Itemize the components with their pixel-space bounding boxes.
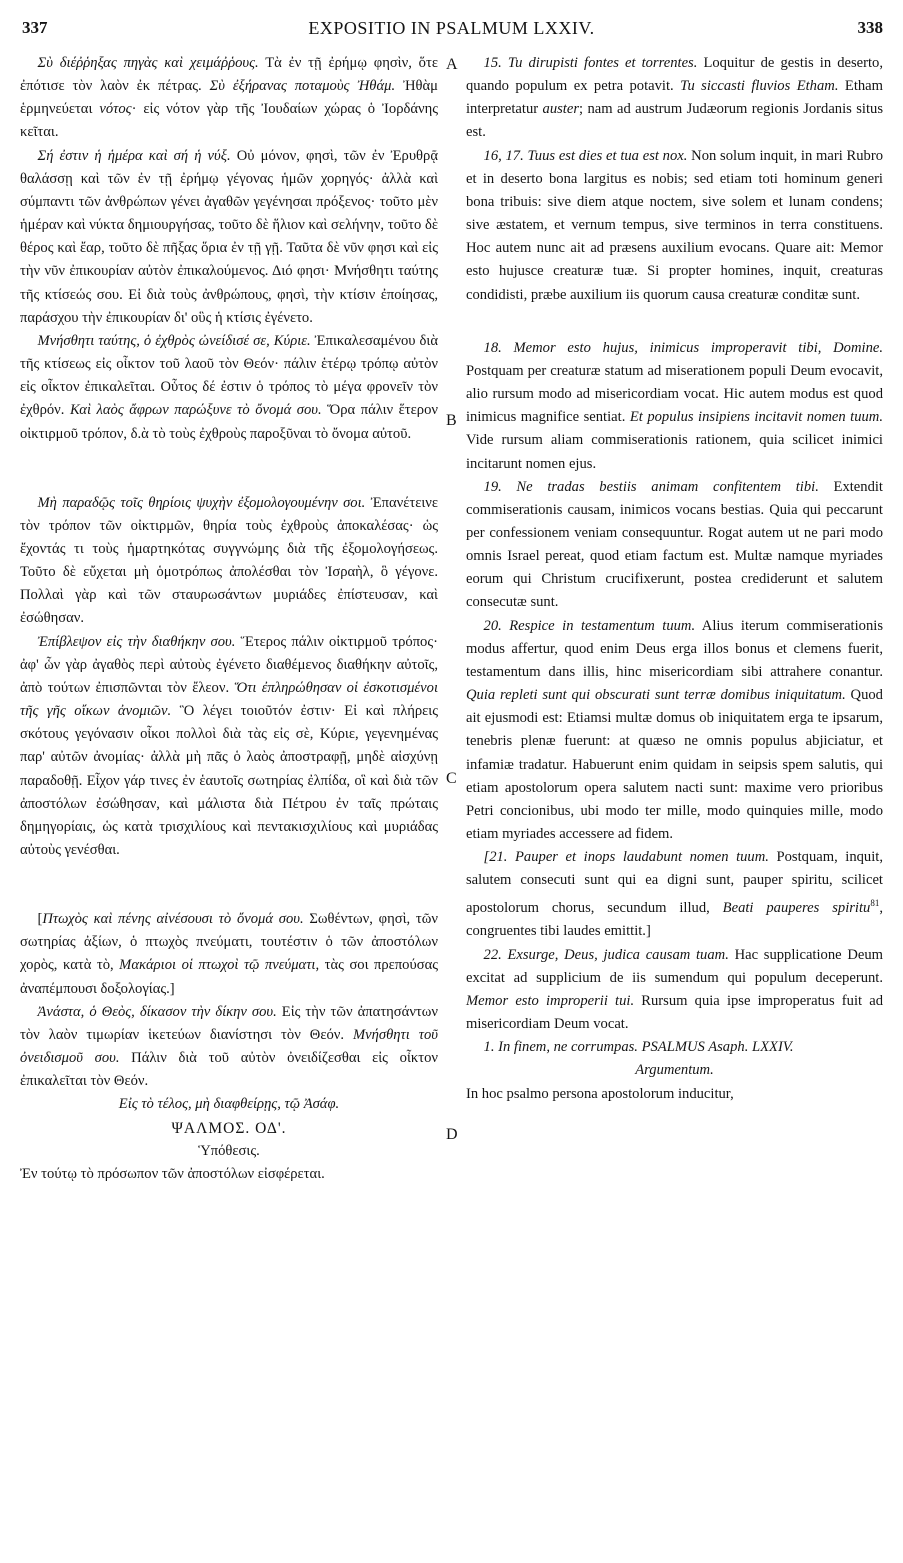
latin-lemma: 18. Memor esto hujus, inimicus improperavit tibi, Domine.	[483, 339, 883, 356]
latin-term: auster	[538, 101, 580, 118]
margin-letter-c: C	[446, 770, 457, 787]
greek-lemma: Ὅτι ἐπληρώθησαν οἱ ἐσκοτισμένοι τῆς γῆς οἴκων ἀνομιῶν.	[20, 679, 438, 720]
greek-lemma: Ἀνάστα, ὁ Θεὸς, δίκασον τὴν δίκην σου.	[37, 1003, 277, 1020]
greek-paragraph-4	[20, 492, 438, 631]
footnote-marker: 81	[870, 898, 880, 909]
greek-paragraph-2	[20, 145, 438, 330]
greek-lemma: Μακάριοι οἱ πτωχοὶ τῷ πνεύματι,	[113, 957, 320, 974]
latin-lemma: 22. Exsurge, Deus, judica causam tuam.	[483, 946, 729, 963]
greek-hypothesis: Ὑπόθεσις.	[198, 1142, 260, 1159]
greek-lemma: Καὶ λαὸς ἄφρων παρώξυνε τὸ ὄνομά σου.	[64, 402, 322, 419]
greek-text: Ἐπικαλεσαμένου διὰ τῆς κτίσεως εἰς οἶκτον τοῦ λαοῦ τὸν Θεόν· πάλιν ἑτέρῳ τρόπῳ αὐτὸν εἰς οἶκτον ἐπικαλεῖται. Οὗτος δέ ἐστιν ὁ τρόπος τὸ μέγα φρονεῖν τὸν ἐχθρόν.	[20, 332, 438, 419]
latin-last-line: In hoc psalmo persona apostolorum inducitur,	[466, 1085, 734, 1102]
latin-text: Extendit commiserationis causam, inimicos vocans bestias. Quia qui peccarunt per confessionem veniam consequuntur. Rogat autem ut ne pari modo omnis Israel pereat, quod etiam factum est. Multæ namque myriades eorum qui Christum crucifixerunt, postea crediderunt et salutem consecutæ sunt.	[466, 478, 883, 611]
greek-lemma: Μνήσθητι τοῦ ὀνειδισμοῦ σου.	[20, 1026, 438, 1067]
margin-letter-d: D	[446, 1126, 458, 1143]
greek-lemma: Σὺ ἐξήρανας ποταμοὺς Ἠθάμ.	[201, 78, 396, 95]
latin-lemma: Beati pauperes spiritu	[709, 900, 871, 917]
greek-lemma: Πτωχὸς καὶ πένης αἰνέσουσι τὸ ὄνομά σου.	[42, 911, 304, 928]
greek-paragraph-6	[20, 908, 438, 1001]
latin-argumentum: Argumentum.	[635, 1062, 714, 1079]
greek-term: νότος	[99, 101, 132, 118]
greek-text: Εἰς τὴν τῶν ἀπατησάντων τὸν λαὸν τιμωρίαν ἱκετεύων διανίστησι τὸν Θεόν.	[20, 1003, 438, 1043]
greek-lemma: Σή ἐστιν ἡ ἡμέρα καὶ σή ἡ νύξ.	[37, 147, 231, 164]
greek-lemma: Σὺ διέῤῥηξας πηγὰς καὶ χειμάῤῥους.	[37, 55, 259, 71]
latin-lemma: 19. Ne tradas bestiis animam confitentem tibi.	[483, 478, 819, 495]
latin-lemma: 15. Tu dirupisti fontes et torrentes.	[483, 55, 698, 71]
latin-column	[466, 52, 883, 1106]
greek-text: Οὐ μόνον, φησὶ, τῶν ἐν Ἐρυθρᾷ θαλάσσῃ καὶ τῶν ἐν τῇ ἐρήμῳ γέγονας ἡμῶν χορηγός· ἀλλὰ καὶ σύμπαντι τῶν ἀνθρώπων γένει ἀγαθῶν γεγένησαι πρόξενος· τοῦτο μὲν ἡμέραν καὶ νύκτα δημιουργήσας, τοῦτο δὲ ἥλιον καὶ σελήνην, τοῦτο δὲ θέρος καὶ ἔαρ, τοῦτο δὲ πῆξας ὅρια ἐν τῇ γῇ. Ταῦτα δὲ νῦν φησι καὶ εἰς τὴν νῦν ἐπικουρίαν αὐτὸν ἐπικαλούμενος. Διό φησι· Μνήσθητι ταύτης τῆς κτίσεώς σου. Εἰ διὰ τοὺς ἀνθρώπους, φησὶ, τὴν κτίσιν ἐποίησας, παράσχου τὴν ἐπικουρίαν δι' οὓς ἡ κτίσις ἐγένετο.	[20, 147, 438, 326]
latin-paragraph-7	[466, 944, 883, 1037]
greek-last-line: Ἐν τούτῳ τὸ πρόσωπον τῶν ἀποστόλων εἰσφέρεται.	[20, 1165, 325, 1182]
latin-text: Hac supplicatione Deum excitat ad supplicium de iis sumendum qui populum deceperunt.	[466, 946, 883, 986]
latin-text: Alius iterum commiserationis modus affertur, quod enim Deus erga illos bonus et clemens fuerit, testamentum dans illis, hinc misericordiam sibi attrahere conantur.	[466, 617, 883, 680]
greek-text: Σωθέντων, φησὶ, τῶν σωτηρίας ἀξίων, ὁ πτωχὸς πνεύματι, τουτέστιν ὁ τῶν ἀποστόλων χορὸς, κατὰ τὸ,	[20, 911, 438, 974]
greek-paragraph-7	[20, 1001, 438, 1094]
greek-lemma: Ἐπίβλεψον εἰς τὴν διαθήκην σου.	[37, 633, 236, 650]
latin-paragraph-1	[466, 52, 883, 145]
greek-text: Τὰ ἐν τῇ ἐρήμῳ φησὶν, ὅτε ἐπότισε τὸν λαὸν ἐκ πέτρας.	[20, 55, 438, 95]
latin-paragraph-5	[466, 615, 883, 847]
latin-text: Vide rursum aliam commiserationis rationem, quia scilicet inimici incitarunt nomen ejus.	[466, 432, 883, 472]
latin-text: Quod ait ejusmodi est: Etiamsi multæ domus ob iniquitatem erga te ipsarum, tenebris plenæ fuerunt: at quæso ne omnis populus abjiciatur, et infamiæ tradatur. Habuerunt enim quidam in seipsis spem salutis, qui etiam apostolorum opera salutem nacti sunt: maxime vero prioribus Petri concionibus, ubi modo ter mille, modo quinquies mille, modo etiam myriades accessere ad fidem.	[466, 687, 883, 842]
latin-lemma: Et populus insipiens incitavit nomen tuum.	[625, 409, 883, 426]
greek-psalm-heading: ΨΑΛΜΟΣ. ΟΔ'.	[171, 1119, 287, 1137]
latin-text: ; nam ad austrum Judæorum regionis Jordanis situs est.	[466, 101, 883, 141]
page-header	[0, 0, 903, 40]
latin-text: Etham interpretatur	[466, 78, 883, 118]
greek-lemma: Μὴ παραδῷς τοῖς θηρίοις ψυχὴν ἐξομολογουμένην σοι.	[37, 494, 366, 511]
greek-text: Ἐπανέτεινε τὸν τρόπον τῶν οἰκτιρμῶν, θηρία τοὺς ἐχθροὺς ἀποκαλέσας· ὡς ἔχοντάς τι τοὺς ἡμαρτηκότας συγγνώμης διὰ τῆς ἐξομολογήσεως. Τοῦτο δὲ εὔχεται μὴ ὁμοτρόπως ἀπολέσθαι τὸν Ἰσραὴλ, ὃ γέγονε. Πολλαὶ γὰρ καὶ τῶν σταυρωσάντων μυριάδες ἐπίστευσαν, καὶ ἐσώθησαν.	[20, 494, 438, 627]
latin-lemma: [21. Pauper et inops laudabunt nomen tuum.	[483, 849, 769, 866]
greek-paragraph-5	[20, 631, 438, 863]
page-number-right: 338	[857, 18, 883, 37]
latin-lemma: 20. Respice in testamentum tuum.	[483, 617, 696, 634]
latin-text: Rursum quia ipse improperatus fuit ad misericordiam Deum vocat.	[466, 992, 883, 1033]
latin-text: Postquam, inquit, salutem consecuti sunt qui ea digni sunt, pauper spiritu, scilicet apostolorum chorus, secundum illud,	[466, 849, 883, 917]
latin-text: Loquitur de gestis in deserto, quando populum ex petra potavit.	[466, 55, 883, 95]
greek-paragraph-1	[20, 52, 438, 145]
page-number-left: 337	[22, 18, 48, 37]
greek-lemma: Μνήσθητι ταύτης, ὁ ἐχθρὸς ὠνείδισέ σε, Κύριε.	[37, 332, 311, 349]
greek-title-line: Εἰς τὸ τέλος, μὴ διαφθείρῃς, τῷ Ἀσάφ.	[118, 1096, 340, 1113]
latin-text: , congruentes tibi laudes emittit.]	[466, 900, 883, 940]
greek-text: Ὅρα πάλιν ἕτερον οἰκτιρμοῦ τρόπον, δ.ὰ τὸ τοὺς ἐχθροὺς παροξῦναι τὸ ὄνομα αὐτοῦ.	[20, 402, 438, 442]
latin-lemma: Quia repleti sunt qui obscurati sunt terræ domibus iniquitatum.	[466, 687, 846, 704]
latin-paragraph-2	[466, 145, 883, 307]
greek-text: · εἰς νότον γὰρ τῆς Ἰουδαίων χώρας ὁ Ἰορδάνης κεῖται.	[20, 101, 439, 141]
latin-lemma: 16, 17. Tuus est dies et tua est nox.	[483, 147, 688, 164]
latin-text: Postquam per creaturæ statum ad miserationem populi Deum evocavit, alio rursum modo ad misericordiam vocat. Hic autem modus est quod inimicus magnifice sentiat.	[466, 362, 883, 426]
margin-letter-a: A	[446, 56, 458, 73]
greek-text: Πάλιν διὰ τοῦ αὐτὸν ὀνειδίζεσθαι εἰς οἶκτον ἐπικαλεῖται τὸν Θεόν.	[20, 1050, 438, 1090]
latin-paragraph-3	[466, 337, 883, 476]
greek-text: τὰς σοι πρεπούσας ἀναπέμπουσι δοξολογίας.]	[20, 957, 438, 997]
greek-paragraph-3	[20, 330, 438, 446]
greek-text: Ἕτερος πάλιν οἰκτιρμοῦ τρόπος· ἀφ' ὧν γὰρ ἀγαθὸς περὶ αὐτοὺς ἐγένετο διαθέμενος διαθήκην αὐτοῖς, ἀπὸ τούτων ἐπισπῶνται τὸν ἔλεον.	[20, 633, 438, 696]
running-title: EXPOSITIO IN PSALMUM LXXIV.	[308, 18, 595, 38]
latin-text: Non solum inquit, in mari Rubro et in deserto bona largitus es nobis; sed etiam toti hominum generi bona tribuis: sive diem atque noctem, sive solem et lunam condens; sive æstatem, et vernum tempus, sive terminos in terra constituens. Hoc autem nunc ait ad præsens auxilium evocans. Quare ait: Memor esto hujusce creaturæ tuæ. Si propter homines, inquit, creaturas condidisti, præbe auxilium iis quorum causa creaturæ conditæ sunt.	[466, 147, 883, 303]
margin-letter-b: B	[446, 412, 457, 429]
greek-text: Ἠθὰμ ἑρμηνεύεται	[20, 78, 438, 118]
latin-lemma: Tu siccasti fluvios Etham.	[673, 78, 839, 95]
latin-title-line: 1. In finem, ne corrumpas. PSALMUS Asaph. LXXIV.	[483, 1039, 794, 1056]
latin-lemma: Memor esto improperii tui.	[466, 992, 635, 1009]
greek-text: Ὃ λέγει τοιοῦτόν ἐστιν· Εἰ καὶ πλήρεις σκότους γεγόνασιν οἶκοι πολλοὶ διὰ τὰς εἰς σὲ, Κύριε, γεγενημένας παρ' αὐτῶν ἀνομίας· ἀλλὰ μὴ πᾶς ὁ λαὸς ἀποστραφῇ, μηδὲ αἰσχύνῃ παραδοθῇ. Εἶχον γάρ τινες ἐν ἑαυτοῖς σωτηρίας ἐλπίδα, οἳ καὶ διὰ τῶν ἀποστόλων ἐσώθησαν, καὶ μάλιστα διὰ Πέτρου ἐν ταῖς πρώταις δημηγορίαις, ὡς κατὰ τρισχιλίους καὶ πεντακισχιλίους καὶ μυριάδας αὐτοὺς γενέσθαι.	[20, 703, 438, 858]
latin-paragraph-4	[466, 476, 883, 615]
greek-bracket: [	[37, 911, 43, 928]
greek-column	[20, 52, 438, 1186]
latin-paragraph-6	[466, 846, 883, 943]
